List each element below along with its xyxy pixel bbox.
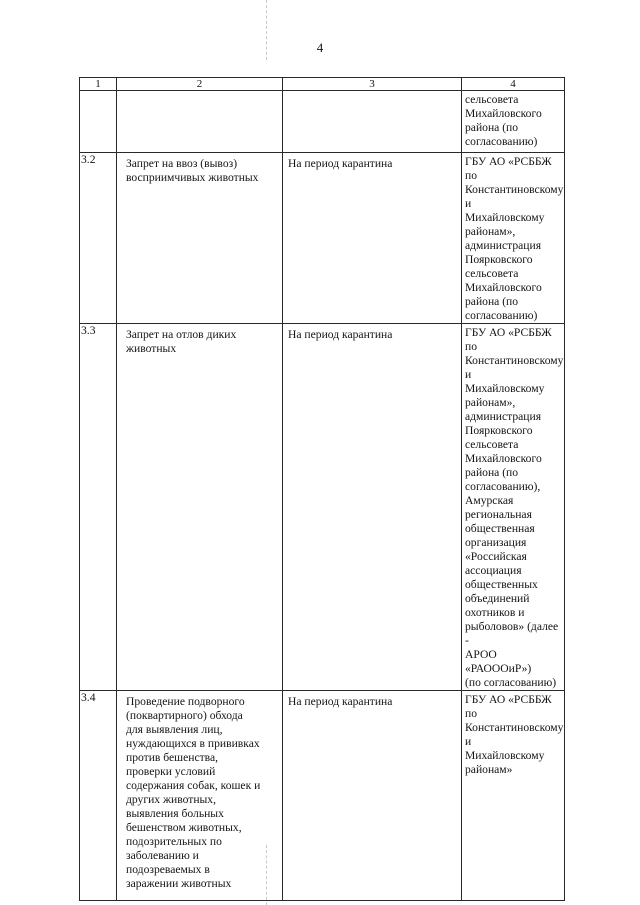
- responsible-text: ГБУ АО «РСББЖ по Константиновскому и Михайловскому районам», администрация Поярковского сельсовета Михайловского района (по согласованию): [465, 155, 564, 322]
- measure-text: Запрет на отлов диких животных: [126, 328, 237, 355]
- period-cell: [283, 91, 462, 153]
- row-number: 3.3: [81, 324, 96, 337]
- measure-cell: [117, 153, 283, 324]
- period-cell: [283, 324, 462, 691]
- responsible-text: ГБУ АО «РСББЖ по Константиновскому и Михайловскому районам»: [465, 693, 564, 776]
- responsible-text: ГБУ АО «РСББЖ по Константиновскому и Михайловскому районам», администрация Поярковского сельсовета Михайловского района (по согласованию), Амурская региональная общественная организация «Российская ассоциация общественных объединений охотников и рыболовов» (далее - АРОО «РАОООиР») (по согласованию): [465, 326, 564, 689]
- row-number-cell: [80, 91, 117, 153]
- measure-cell: [117, 691, 283, 901]
- responsible-text: сельсовета Михайловского района (по согласованию): [465, 93, 542, 148]
- responsible-cell: [462, 324, 565, 691]
- responsible-cell: [462, 691, 565, 901]
- responsible-cell: [462, 91, 565, 153]
- measure-text: Проведение подворного (поквартирного) обхода для выявления лиц, нуждающихся в прививках против бешенства, проверки условий содержания собак, кошек и других животных, выявления больных бешенством животных, подозрительных по заболеванию и подозреваемых в заражении животных: [126, 695, 261, 890]
- header-cell: 2: [117, 78, 283, 91]
- table-header-row: [80, 78, 565, 91]
- row-number-cell: [80, 691, 117, 901]
- row-number-cell: [80, 153, 117, 324]
- header-cell: 3: [283, 78, 462, 91]
- header-cell: 4: [462, 78, 565, 91]
- row-number-cell: [80, 324, 117, 691]
- table-row: [80, 324, 565, 691]
- row-number: 3.4: [81, 691, 96, 704]
- table-row: [80, 91, 565, 153]
- page-number: 4: [316, 40, 324, 55]
- period-cell: [283, 691, 462, 901]
- responsible-cell: [462, 153, 565, 324]
- period-text: На период карантина: [288, 695, 393, 708]
- period-text: [286, 91, 458, 95]
- period-text: На период карантина: [288, 157, 393, 170]
- period-text: На период карантина: [288, 328, 393, 341]
- period-cell: [283, 153, 462, 324]
- row-number: 3.2: [81, 153, 96, 166]
- measure-text: [120, 91, 279, 95]
- header-cell: 1: [80, 78, 117, 91]
- measure-cell: [117, 324, 283, 691]
- measures-table: [79, 77, 565, 901]
- fold-line-top: [266, 0, 267, 60]
- table-row: [80, 153, 565, 324]
- measure-cell: [117, 91, 283, 153]
- measure-text: Запрет на ввоз (вывоз) восприимчивых животных: [126, 157, 259, 184]
- table-row: [80, 691, 565, 901]
